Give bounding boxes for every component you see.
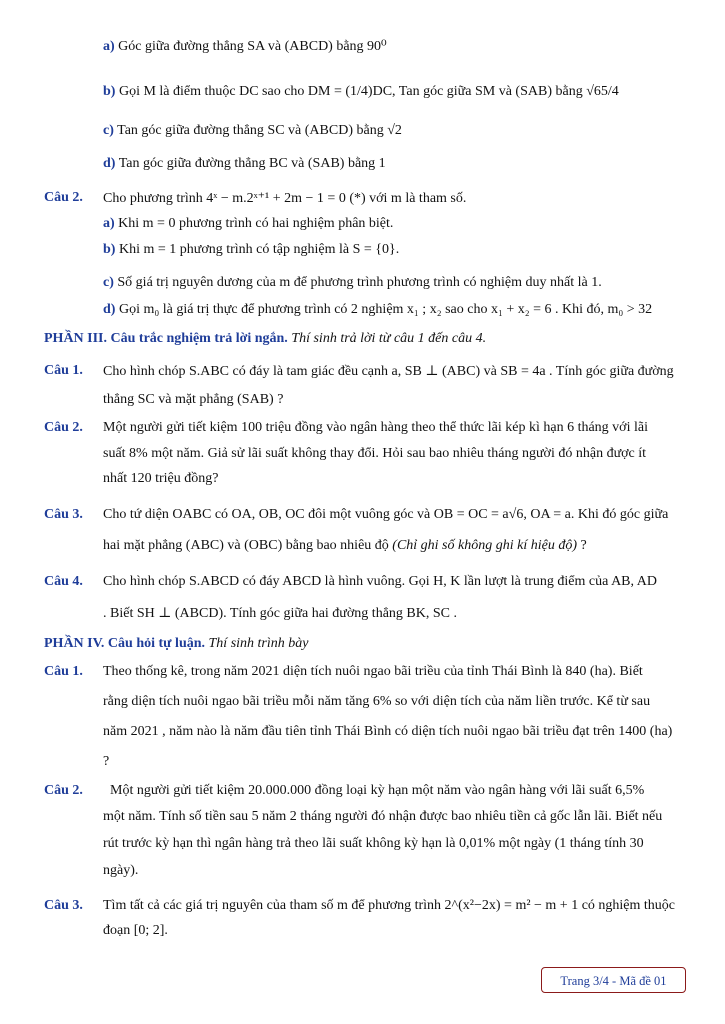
option-label: d) <box>103 302 116 317</box>
option-b <box>103 84 619 100</box>
question-stem: Cho phương trình 4ˣ − m.2ˣ⁺¹ + 2m − 1 = 0 (*) với m là tham số. <box>103 191 467 206</box>
option-d <box>103 156 386 172</box>
question-text: ngày). <box>103 863 139 878</box>
page-footer: Trang 3/4 - Mã đề 01 <box>541 967 686 993</box>
question-label: Câu 1. <box>44 664 83 679</box>
question-note: (Chỉ ghi số không ghi kí hiệu độ) <box>392 538 577 553</box>
section-heading <box>44 331 486 347</box>
option-c <box>103 275 602 291</box>
question-label: Câu 3. <box>44 898 83 913</box>
section-title: PHẦN IV. Câu hỏi tự luận. <box>44 636 206 651</box>
option-label: c) <box>103 275 114 290</box>
question-text: thẳng SC và mặt phẳng (SAB) ? <box>103 392 284 407</box>
option-text: Gọi M là điểm thuộc DC sao cho DM = (1/4)DC, Tan góc giữa SM và (SAB) bằng √65/4 <box>118 84 619 99</box>
question-text: rút trước kỳ hạn thì ngân hàng trả theo lãi suất không kỳ hạn là 0,01% một ngày (1 tháng tính 30 <box>103 836 644 851</box>
question-label: Câu 3. <box>44 507 83 522</box>
option-a <box>103 216 393 232</box>
option-c <box>103 123 402 139</box>
option-text: Khi m = 0 phương trình có hai nghiệm phân biệt. <box>118 216 394 231</box>
question-text <box>103 538 587 554</box>
section-note: Thí sinh trả lời từ câu 1 đến câu 4. <box>291 331 487 346</box>
option-label: b) <box>103 242 116 257</box>
option-label: d) <box>103 156 116 171</box>
question-text: Cho hình chóp S.ABC có đáy là tam giác đều cạnh a, SB ⊥ (ABC) và SB = 4a . Tính góc giữa đường <box>103 364 674 379</box>
section-title: PHẦN III. Câu trắc nghiệm trả lời ngắn. <box>44 331 288 346</box>
option-label: a) <box>103 216 115 231</box>
question-text: Cho hình chóp S.ABCD có đáy ABCD là hình vuông. Gọi H, K lần lượt là trung điểm của AB, AD <box>103 574 657 589</box>
question-label: Câu 2. <box>44 190 83 205</box>
question-text-part: ? <box>580 538 587 553</box>
question-text: Cho tứ diện OABC có OA, OB, OC đôi một vuông góc và OB = OC = a√6, OA = a. Khi đó góc giữa <box>103 507 669 522</box>
question-text: Tìm tất cả các giá trị nguyên của tham số m để phương trình 2^(x²−2x) = m² − m + 1 có nghiệm thuộc <box>103 898 676 913</box>
question-text: một năm. Tính số tiền sau 5 năm 2 tháng người đó nhận được bao nhiêu tiền cả gốc lẫn lãi. Biết nếu <box>103 809 663 824</box>
question-label: Câu 2. <box>44 783 83 798</box>
option-label: b) <box>103 84 116 99</box>
section-note: Thí sinh trình bày <box>208 636 309 651</box>
question-text: suất 8% một năm. Giả sử lãi suất không thay đổi. Hỏi sau bao nhiêu tháng người đó nhận được ít <box>103 446 647 461</box>
option-text: Gọi m₀ là giá trị thực để phương trình có 2 nghiệm x₁ ; x₂ sao cho x₁ + x₂ = 6 . Khi đó, m₀ > 32 <box>118 302 653 317</box>
option-a <box>103 38 387 55</box>
option-text: Tan góc giữa đường thẳng SC và (ABCD) bằng √2 <box>117 123 402 138</box>
question-text: nhất 120 triệu đồng? <box>103 471 219 486</box>
question-text: đoạn [0; 2]. <box>103 923 168 938</box>
option-d <box>103 302 652 318</box>
question-text: rằng diện tích nuôi ngao bãi triều mỗi năm tăng 6% so với diện tích của năm liền trước. Kể từ sau <box>103 694 651 709</box>
question-text: . Biết SH ⊥ (ABCD). Tính góc giữa hai đường thẳng BK, SC . <box>103 606 457 621</box>
question-text: Một người gửi tiết kiệm 100 triệu đồng vào ngân hàng theo thể thức lãi kép kì hạn 6 tháng với lãi <box>103 420 648 435</box>
question-text: ? <box>103 754 110 769</box>
section-heading <box>44 636 308 652</box>
option-label: c) <box>103 123 114 138</box>
question-label: Câu 4. <box>44 574 83 589</box>
option-text: Góc giữa đường thẳng SA và (ABCD) bằng 90⁰ <box>118 39 387 54</box>
question-label: Câu 2. <box>44 420 83 435</box>
option-b <box>103 242 399 258</box>
question-text: năm 2021 , năm nào là năm đầu tiên tỉnh Thái Bình có diện tích nuôi ngao bãi triều đạt trên 1400 (ha) <box>103 724 673 739</box>
option-text: Tan góc giữa đường thẳng BC và (SAB) bằng 1 <box>118 156 386 171</box>
option-label: a) <box>103 39 115 54</box>
question-text-part: hai mặt phẳng (ABC) và (OBC) bằng bao nhiêu độ <box>103 538 389 553</box>
question-text: Một người gửi tiết kiệm 20.000.000 đồng loại kỳ hạn một năm vào ngân hàng với lãi suất 6,5% <box>110 783 645 798</box>
question-text: Theo thống kê, trong năm 2021 diện tích nuôi ngao bãi triều của tỉnh Thái Bình là 840 (ha). Biết <box>103 664 643 679</box>
option-text: Số giá trị nguyên dương của m để phương trình phương trình có nghiệm duy nhất là 1. <box>117 275 602 290</box>
question-label: Câu 1. <box>44 363 83 378</box>
option-text: Khi m = 1 phương trình có tập nghiệm là S = {0}. <box>118 242 400 257</box>
